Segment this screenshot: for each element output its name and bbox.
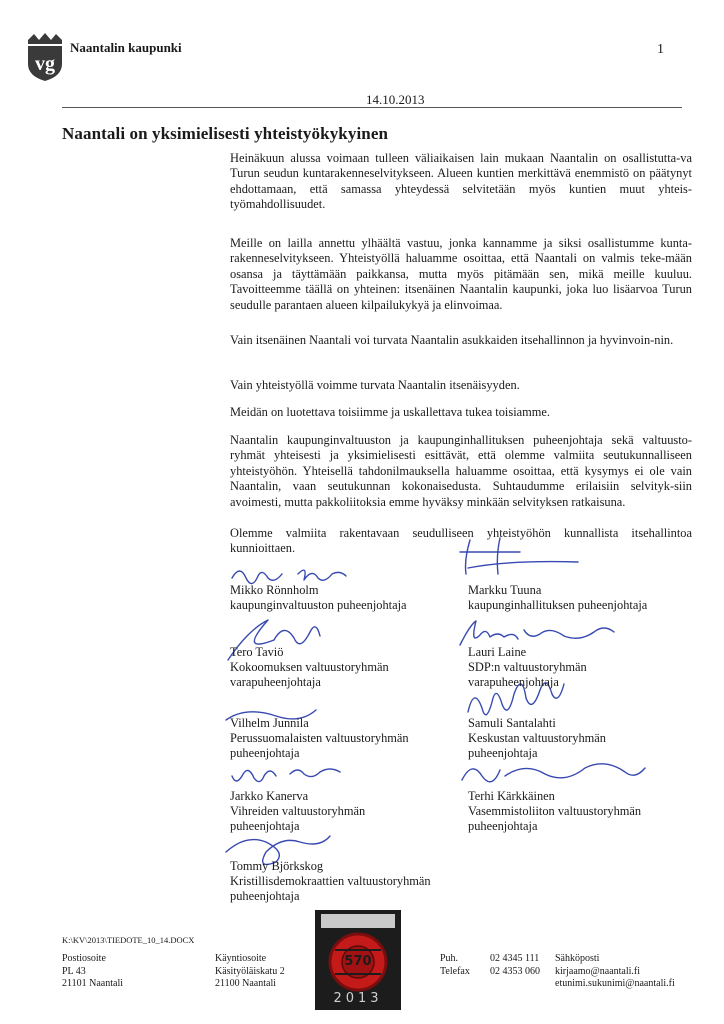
paragraph-6: Naantalin kaupunginvaltuuston ja kaupunginhallituksen puheenjohtaja sekä valtuusto-ryhmät yhteisesti ja yksimielisesti esittävät, että olemme valmiita seutukunnalliseen yhteistyöhön. Yhteisellä tahdonilmauksella haluamme osoittaa, että kysymys ei ole vain Naantalin, vaan seutukunnan kokonaisedusta. Suhtaudumme erilaisiin selvityk-siin avoimesti, mutta pakkoliitoksia emme hyväksy minkään selvityksen ratkaisuna. bbox=[230, 433, 692, 509]
signatory-role: Vihreiden valtuustoryhmän bbox=[230, 804, 366, 818]
paragraph-5: Meidän on luotettava toisiimme ja uskallettava tukea toisiamme. bbox=[230, 405, 551, 419]
signatory-role: Vasemmistoliiton valtuustoryhmän bbox=[468, 804, 642, 818]
paragraph-2: Meille on lailla annettu ylhäältä vastuu, jonka kannamme ja siksi osallistumme kunta-rakenneselvitykseen. Yhteistyöllä haluamme osoittaa, että Naantali on valmis teke-mään osansa ja täyttämään paikkansa, mutta myös pitämään sen, mikä meille kuuluu. Tavoitteemme täällä on yhteinen: itsenäinen Naantalin kaupunki, joka luo lisäarvoa Turun seudulle parantaen alueen kilpailukykyä ja elinvoimaa. bbox=[230, 236, 692, 312]
signatory-name: Samuli Santalahti bbox=[468, 716, 556, 730]
paragraph-4: Vain yhteistyöllä voimme turvata Naantalin itsenäisyyden. bbox=[230, 378, 520, 392]
signature-scribble-karkkainen bbox=[462, 764, 645, 782]
phone-number: 02 4345 111 bbox=[490, 953, 540, 964]
logo-letters: vg bbox=[35, 53, 55, 75]
signatory-junnila bbox=[230, 716, 409, 761]
signatory-name: Markku Tuuna bbox=[468, 583, 542, 597]
signatory-role: puheenjohtaja bbox=[468, 819, 538, 833]
signatory-role: Perussuomalaisten valtuustoryhmän bbox=[230, 731, 409, 745]
signatory-name: Jarkko Kanerva bbox=[230, 789, 309, 803]
signatory-role: puheenjohtaja bbox=[230, 746, 300, 760]
signatory-role: Kokoomuksen valtuustoryhmän bbox=[230, 660, 389, 674]
email-label: Sähköposti bbox=[555, 953, 600, 964]
signatory-tuuna bbox=[468, 583, 647, 613]
signatory-karkkainen bbox=[468, 789, 641, 834]
visiting-label: Käyntiosoite bbox=[215, 953, 267, 964]
signatory-kanerva bbox=[230, 789, 365, 834]
org-name: Naantalin kaupunki bbox=[70, 40, 182, 55]
stamp-number: 570 bbox=[344, 954, 372, 969]
visiting-line-2: 21100 Naantali bbox=[215, 978, 277, 989]
signatory-bjorkskog bbox=[230, 859, 431, 904]
signature-scribble-ronnholm bbox=[232, 570, 346, 583]
email-line-1[interactable]: kirjaamo@naantali.fi bbox=[555, 965, 641, 977]
fax-label: Telefax bbox=[440, 965, 470, 977]
paragraph-7: Olemme valmiita rakentavaan seudulliseen yhteistyöhön kunnallista itsehallintoa kunnioittaen. bbox=[230, 526, 692, 556]
signatory-laine bbox=[468, 645, 587, 690]
page-number: 1 bbox=[657, 42, 664, 57]
signature-scribble-laine bbox=[460, 621, 614, 645]
postal-line-1: PL 43 bbox=[62, 965, 86, 977]
fax-number: 02 4353 060 bbox=[490, 965, 540, 977]
signatory-name: Lauri Laine bbox=[468, 645, 527, 659]
paragraph-1: Heinäkuun alussa voimaan tulleen väliaikaisen lain mukaan Naantalin on osallistutta-va Turun seudun kuntarakenneselvitykseen. Alueen kuntien merkittävä enemmistö on päätynyt ehdottamaan, että samassa yhteydessä selvitetään myös kuntien muut yhteis-työmahdollisuudet. bbox=[230, 151, 692, 212]
signatory-name: Tero Taviö bbox=[230, 645, 284, 659]
document-title: Naantali on yksimielisesti yhteistyökykyinen bbox=[62, 124, 389, 143]
paragraph-3: Vain itsenäinen Naantali voi turvata Naantalin asukkaiden itsehallinnon ja hyvinvoin-nin. bbox=[230, 333, 674, 347]
footer-visiting-address bbox=[215, 953, 285, 991]
signatory-role: SDP:n valtuustoryhmän bbox=[468, 660, 587, 674]
signatory-role: Keskustan valtuustoryhmän bbox=[468, 731, 606, 745]
signature-scribble-kanerva bbox=[232, 769, 340, 782]
signatory-name: Mikko Rönnholm bbox=[230, 583, 319, 597]
anniversary-stamp bbox=[315, 910, 401, 1010]
signatory-role: Kristillisdemokraattien valtuustoryhmän bbox=[230, 874, 431, 888]
visiting-line-1: Käsityöläiskatu 2 bbox=[215, 965, 285, 977]
signature-scribble-tuuna bbox=[460, 538, 578, 574]
footer-phone bbox=[440, 953, 540, 978]
postal-line-2: 21101 Naantali bbox=[62, 978, 124, 989]
signatory-role: kaupunginvaltuuston puheenjohtaja bbox=[230, 598, 407, 612]
signatory-name: Vilhelm Junnila bbox=[230, 716, 309, 730]
signatory-name: Terhi Kärkkäinen bbox=[468, 789, 555, 803]
signatory-role: puheenjohtaja bbox=[230, 889, 300, 903]
signatory-ronnholm bbox=[230, 583, 407, 613]
signatory-role: puheenjohtaja bbox=[230, 819, 300, 833]
signatory-santalahti bbox=[468, 716, 606, 761]
signatory-role: varapuheenjohtaja bbox=[230, 675, 321, 689]
email-line-2[interactable]: etunimi.sukunimi@naantali.fi bbox=[555, 978, 675, 989]
file-path: K:\KV\2013\TIEDOTE_10_14.DOCX bbox=[62, 935, 195, 945]
stamp-year: 2013 bbox=[333, 991, 383, 1006]
document-date: 14.10.2013 bbox=[366, 92, 425, 107]
signatory-name: Tommy Björkskog bbox=[230, 859, 324, 873]
footer-postal-address bbox=[62, 953, 123, 991]
postal-label: Postiosoite bbox=[62, 953, 106, 964]
signatory-role: puheenjohtaja bbox=[468, 746, 538, 760]
signatory-role: kaupunginhallituksen puheenjohtaja bbox=[468, 598, 648, 612]
footer-email bbox=[555, 953, 675, 991]
phone-label: Puh. bbox=[440, 953, 459, 964]
signatory-role: varapuheenjohtaja bbox=[468, 675, 559, 689]
signatory-tavio bbox=[230, 645, 389, 690]
